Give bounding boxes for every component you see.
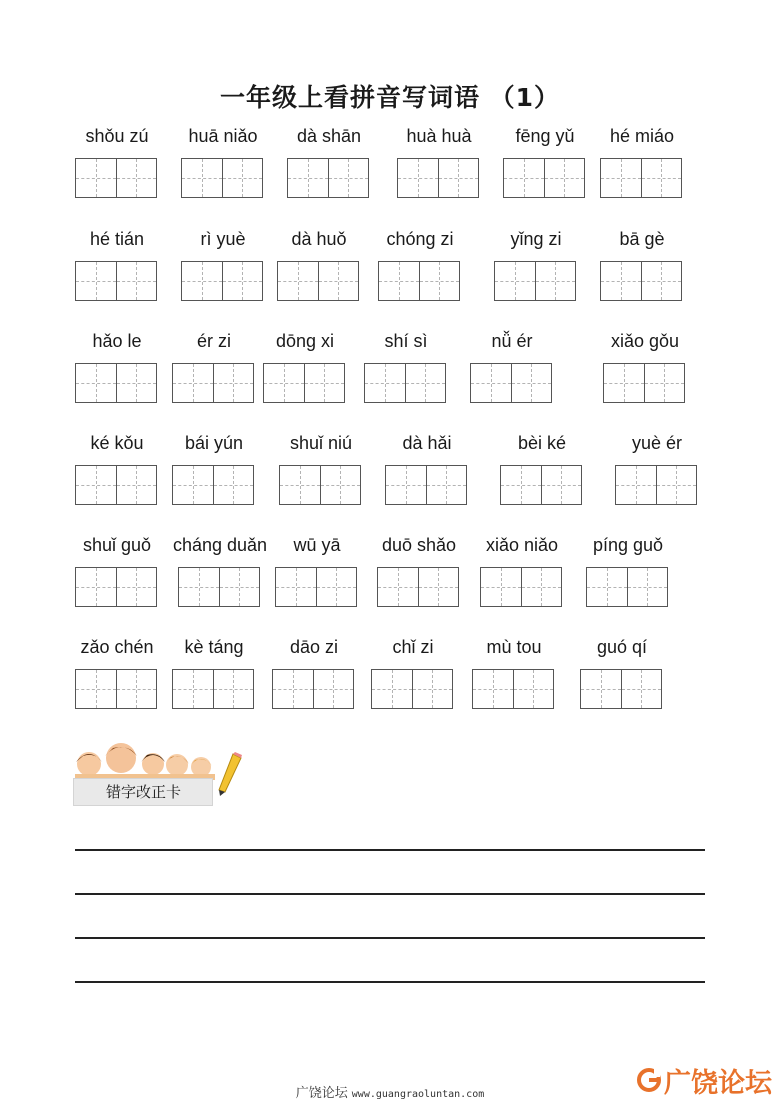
writing-line [75, 981, 705, 983]
tianzige-cell [471, 364, 511, 402]
pinyin-label: bèi ké [517, 433, 567, 453]
pinyin-label: duō shǎo [381, 535, 457, 555]
pinyin-label: píng guǒ [592, 535, 664, 555]
tianzige-cell [320, 466, 361, 504]
tianzige-cell [173, 670, 213, 708]
writing-box [472, 669, 554, 709]
writing-box [600, 261, 682, 301]
pinyin-label: dāo zi [289, 637, 339, 657]
writing-box [480, 567, 562, 607]
tianzige-cell [513, 670, 554, 708]
tianzige-cell [616, 466, 656, 504]
logo-text: 广饶论坛 [664, 1067, 772, 1099]
tianzige-cell [501, 466, 541, 504]
pinyin-label: yǐng zi [510, 229, 562, 249]
writing-box [172, 363, 254, 403]
writing-box [75, 158, 157, 198]
pinyin-label: shǒu zú [85, 126, 149, 146]
writing-line [75, 893, 705, 895]
writing-box [172, 669, 254, 709]
writing-box [275, 567, 357, 607]
tianzige-cell [219, 568, 260, 606]
tianzige-cell [182, 262, 222, 300]
writing-box [470, 363, 552, 403]
pinyin-label: xiǎo gǒu [610, 331, 680, 351]
writing-box [603, 363, 685, 403]
tianzige-cell [273, 670, 313, 708]
pinyin-label: xiǎo niǎo [485, 535, 559, 555]
tianzige-cell [328, 159, 369, 197]
pinyin-label: nǚ ér [491, 331, 533, 351]
pinyin-label: dōng xi [275, 331, 335, 351]
writing-box [600, 158, 682, 198]
writing-box [500, 465, 582, 505]
page-title: 一年级上看拼音写词语 （1） [219, 83, 561, 112]
pinyin-label: cháng duǎn [172, 535, 268, 555]
site-logo [636, 1062, 772, 1098]
tianzige-cell [116, 364, 157, 402]
pinyin-label: ér zi [196, 331, 231, 351]
pinyin-label: chóng zi [386, 229, 454, 249]
writing-box [371, 669, 453, 709]
writing-box [75, 669, 157, 709]
tianzige-cell [316, 568, 357, 606]
tianzige-cell [604, 364, 644, 402]
tianzige-cell [511, 364, 552, 402]
correction-card-label: 错字改正卡 [73, 778, 213, 806]
writing-line [75, 937, 705, 939]
pinyin-label: huā niǎo [188, 126, 258, 146]
tianzige-cell [76, 466, 116, 504]
writing-box [503, 158, 585, 198]
tianzige-cell [116, 262, 157, 300]
writing-box [75, 567, 157, 607]
pinyin-label: shuǐ guǒ [82, 535, 152, 555]
word-row [0, 637, 780, 737]
writing-box [277, 261, 359, 301]
tianzige-cell [535, 262, 576, 300]
tianzige-cell [76, 159, 116, 197]
tianzige-cell [222, 159, 263, 197]
pinyin-label: shuǐ niú [289, 433, 353, 453]
tianzige-cell [426, 466, 467, 504]
word-row [0, 331, 780, 431]
tianzige-cell [116, 466, 157, 504]
tianzige-cell [641, 159, 682, 197]
tianzige-cell [587, 568, 627, 606]
tianzige-cell [418, 568, 459, 606]
writing-box [263, 363, 345, 403]
writing-box [580, 669, 662, 709]
tianzige-cell [521, 568, 562, 606]
writing-box [377, 567, 459, 607]
pinyin-label: fēng yǔ [515, 126, 575, 146]
pinyin-label: ké kǒu [90, 433, 144, 453]
tianzige-cell [656, 466, 697, 504]
pencil-icon [215, 752, 243, 796]
tianzige-cell [318, 262, 359, 300]
tianzige-cell [405, 364, 446, 402]
tianzige-cell [213, 364, 254, 402]
tianzige-cell [495, 262, 535, 300]
tianzige-cell [601, 262, 641, 300]
pinyin-label: hǎo le [92, 331, 142, 351]
writing-box [287, 158, 369, 198]
writing-line [75, 849, 705, 851]
tianzige-cell [304, 364, 345, 402]
writing-box [378, 261, 460, 301]
tianzige-cell [504, 159, 544, 197]
tianzige-cell [641, 262, 682, 300]
tianzige-cell [116, 568, 157, 606]
tianzige-cell [264, 364, 304, 402]
pinyin-label: zǎo chén [80, 637, 154, 657]
pinyin-label: hé miáo [609, 126, 675, 146]
pinyin-label: chǐ zi [392, 637, 434, 657]
pinyin-label: shí sì [384, 331, 428, 351]
pinyin-label: yuè ér [631, 433, 683, 453]
pinyin-label: wū yā [293, 535, 341, 555]
writing-box [397, 158, 479, 198]
tianzige-cell [481, 568, 521, 606]
tianzige-cell [116, 159, 157, 197]
tianzige-cell [76, 670, 116, 708]
pinyin-label: hé tián [89, 229, 145, 249]
tianzige-cell [76, 364, 116, 402]
tianzige-cell [173, 466, 213, 504]
writing-box [172, 465, 254, 505]
word-row [0, 229, 780, 329]
tianzige-cell [398, 159, 438, 197]
pinyin-label: huà huà [406, 126, 472, 146]
pinyin-label: dà shān [296, 126, 362, 146]
word-row [0, 433, 780, 533]
footer-site-name: 广饶论坛 [295, 1086, 348, 1101]
writing-box [586, 567, 668, 607]
tianzige-cell [581, 670, 621, 708]
tianzige-cell [182, 159, 222, 197]
writing-box [181, 158, 263, 198]
word-row [0, 126, 780, 226]
tianzige-cell [213, 466, 254, 504]
pinyin-label: kè táng [184, 637, 244, 657]
tianzige-cell [601, 159, 641, 197]
tianzige-cell [412, 670, 453, 708]
correction-card [73, 738, 258, 808]
tianzige-cell [473, 670, 513, 708]
tianzige-cell [378, 568, 418, 606]
writing-box [181, 261, 263, 301]
writing-box [494, 261, 576, 301]
pinyin-label: mù tou [486, 637, 542, 657]
writing-box [615, 465, 697, 505]
word-row [0, 535, 780, 635]
tianzige-cell [288, 159, 328, 197]
tianzige-cell [76, 262, 116, 300]
children-illustration [73, 738, 218, 780]
logo-mark-icon [636, 1067, 662, 1093]
pinyin-label: dà hǎi [402, 433, 452, 453]
writing-box [279, 465, 361, 505]
tianzige-cell [280, 466, 320, 504]
tianzige-cell [179, 568, 219, 606]
tianzige-cell [419, 262, 460, 300]
tianzige-cell [313, 670, 354, 708]
tianzige-cell [372, 670, 412, 708]
writing-box [385, 465, 467, 505]
writing-box [75, 465, 157, 505]
tianzige-cell [276, 568, 316, 606]
pinyin-label: dà huǒ [291, 229, 347, 249]
tianzige-cell [438, 159, 479, 197]
pinyin-label: bái yún [184, 433, 244, 453]
writing-box [364, 363, 446, 403]
tianzige-cell [173, 364, 213, 402]
tianzige-cell [278, 262, 318, 300]
writing-box [178, 567, 260, 607]
tianzige-cell [627, 568, 668, 606]
tianzige-cell [213, 670, 254, 708]
pinyin-label: bā gè [619, 229, 665, 249]
writing-box [75, 363, 157, 403]
writing-box [75, 261, 157, 301]
footer-url: www.guangraoluntan.com [351, 1089, 485, 1100]
tianzige-cell [386, 466, 426, 504]
tianzige-cell [621, 670, 662, 708]
tianzige-cell [644, 364, 685, 402]
writing-box [272, 669, 354, 709]
tianzige-cell [365, 364, 405, 402]
pinyin-label: guó qí [596, 637, 648, 657]
tianzige-cell [541, 466, 582, 504]
tianzige-cell [222, 262, 263, 300]
tianzige-cell [544, 159, 585, 197]
tianzige-cell [379, 262, 419, 300]
tianzige-cell [116, 670, 157, 708]
pinyin-label: rì yuè [200, 229, 246, 249]
tianzige-cell [76, 568, 116, 606]
